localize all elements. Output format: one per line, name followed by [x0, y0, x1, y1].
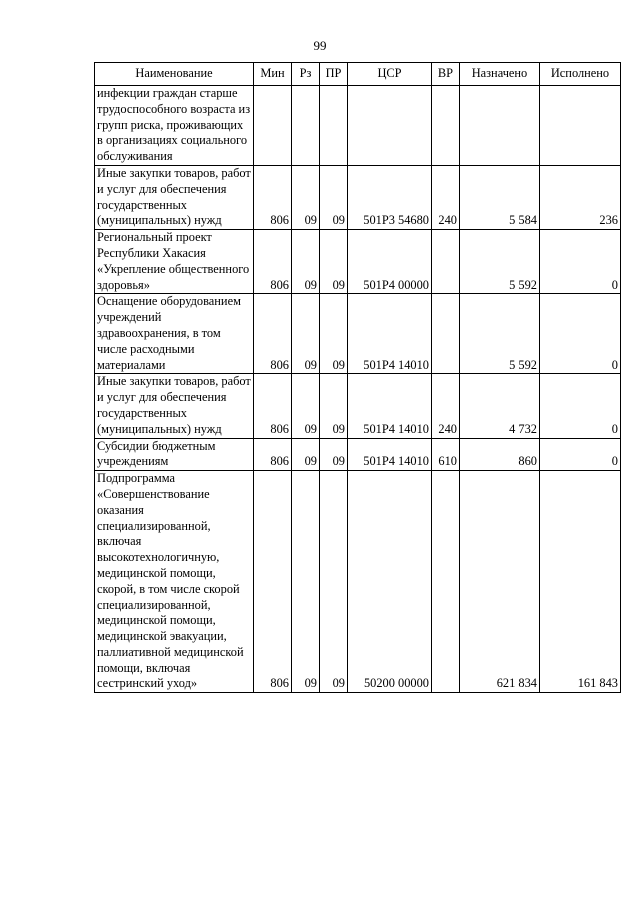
budget-table: [94, 62, 621, 693]
row-name: Иные закупки товаров, работ и услуг для обеспечения государственных (муниципальных) нужд: [95, 374, 254, 438]
row-executed: 0: [540, 438, 621, 471]
row-min: [254, 86, 292, 166]
table-row: [95, 230, 621, 294]
col-header-min: Мин: [254, 63, 292, 86]
row-min: 806: [254, 438, 292, 471]
row-vr: 610: [432, 438, 460, 471]
row-name: Иные закупки товаров, работ и услуг для обеспечения государственных (муниципальных) нужд: [95, 165, 254, 229]
row-min: 806: [254, 230, 292, 294]
row-pr: 09: [320, 438, 348, 471]
row-vr: [432, 471, 460, 693]
row-rz: 09: [292, 374, 320, 438]
row-pr: 09: [320, 165, 348, 229]
row-min: 806: [254, 471, 292, 693]
row-assigned: 621 834: [460, 471, 540, 693]
row-pr: [320, 86, 348, 166]
row-executed: 161 843: [540, 471, 621, 693]
row-min: 806: [254, 374, 292, 438]
col-header-csr: ЦСР: [348, 63, 432, 86]
table-row: [95, 294, 621, 374]
row-rz: 09: [292, 438, 320, 471]
row-assigned: [460, 86, 540, 166]
col-header-rz: Рз: [292, 63, 320, 86]
row-pr: 09: [320, 471, 348, 693]
row-vr: [432, 230, 460, 294]
row-executed: 236: [540, 165, 621, 229]
table-row: [95, 86, 621, 166]
row-name: Подпрограмма «Совершенствование оказания специализированной, включая высокотехнологичную, медицинской помощи, скорой, в том числе скорой специализированной, медицинской помощи, медицинской эвакуации, паллиативной медицинской помощи, включая сестринский уход»: [95, 471, 254, 693]
page-number: 99: [313, 38, 327, 53]
row-rz: 09: [292, 165, 320, 229]
row-rz: 09: [292, 230, 320, 294]
row-csr: 501P4 14010: [348, 438, 432, 471]
row-assigned: 860: [460, 438, 540, 471]
row-pr: 09: [320, 230, 348, 294]
row-rz: [292, 86, 320, 166]
row-vr: 240: [432, 165, 460, 229]
row-executed: 0: [540, 374, 621, 438]
row-assigned: 4 732: [460, 374, 540, 438]
row-csr: 501P3 54680: [348, 165, 432, 229]
col-header-name: Наименование: [95, 63, 254, 86]
row-csr: 501P4 14010: [348, 294, 432, 374]
table-row: [95, 374, 621, 438]
row-min: 806: [254, 294, 292, 374]
row-rz: 09: [292, 294, 320, 374]
row-assigned: 5 592: [460, 230, 540, 294]
col-header-executed: Исполнено: [540, 63, 621, 86]
row-vr: [432, 86, 460, 166]
row-name: Оснащение оборудованием учреждений здравоохранения, в том числе расходными материалами: [95, 294, 254, 374]
row-min: 806: [254, 165, 292, 229]
row-executed: 0: [540, 294, 621, 374]
row-assigned: 5 592: [460, 294, 540, 374]
row-csr: [348, 86, 432, 166]
row-csr: 501P4 14010: [348, 374, 432, 438]
row-name: Региональный проект Республики Хакасия «Укрепление общественного здоровья»: [95, 230, 254, 294]
row-executed: 0: [540, 230, 621, 294]
row-csr: 501P4 00000: [348, 230, 432, 294]
table-row: [95, 165, 621, 229]
row-executed: [540, 86, 621, 166]
row-pr: 09: [320, 294, 348, 374]
row-assigned: 5 584: [460, 165, 540, 229]
table-row: [95, 438, 621, 471]
header-row: [95, 63, 621, 86]
row-name: Субсидии бюджетным учреждениям: [95, 438, 254, 471]
row-rz: 09: [292, 471, 320, 693]
row-vr: 240: [432, 374, 460, 438]
col-header-vr: ВР: [432, 63, 460, 86]
col-header-pr: ПР: [320, 63, 348, 86]
row-name: инфекции граждан старше трудоспособного возраста из групп риска, проживающих в организациях социального обслуживания: [95, 86, 254, 166]
row-pr: 09: [320, 374, 348, 438]
table-row: [95, 471, 621, 693]
col-header-assigned: Назначено: [460, 63, 540, 86]
row-vr: [432, 294, 460, 374]
row-csr: 50200 00000: [348, 471, 432, 693]
